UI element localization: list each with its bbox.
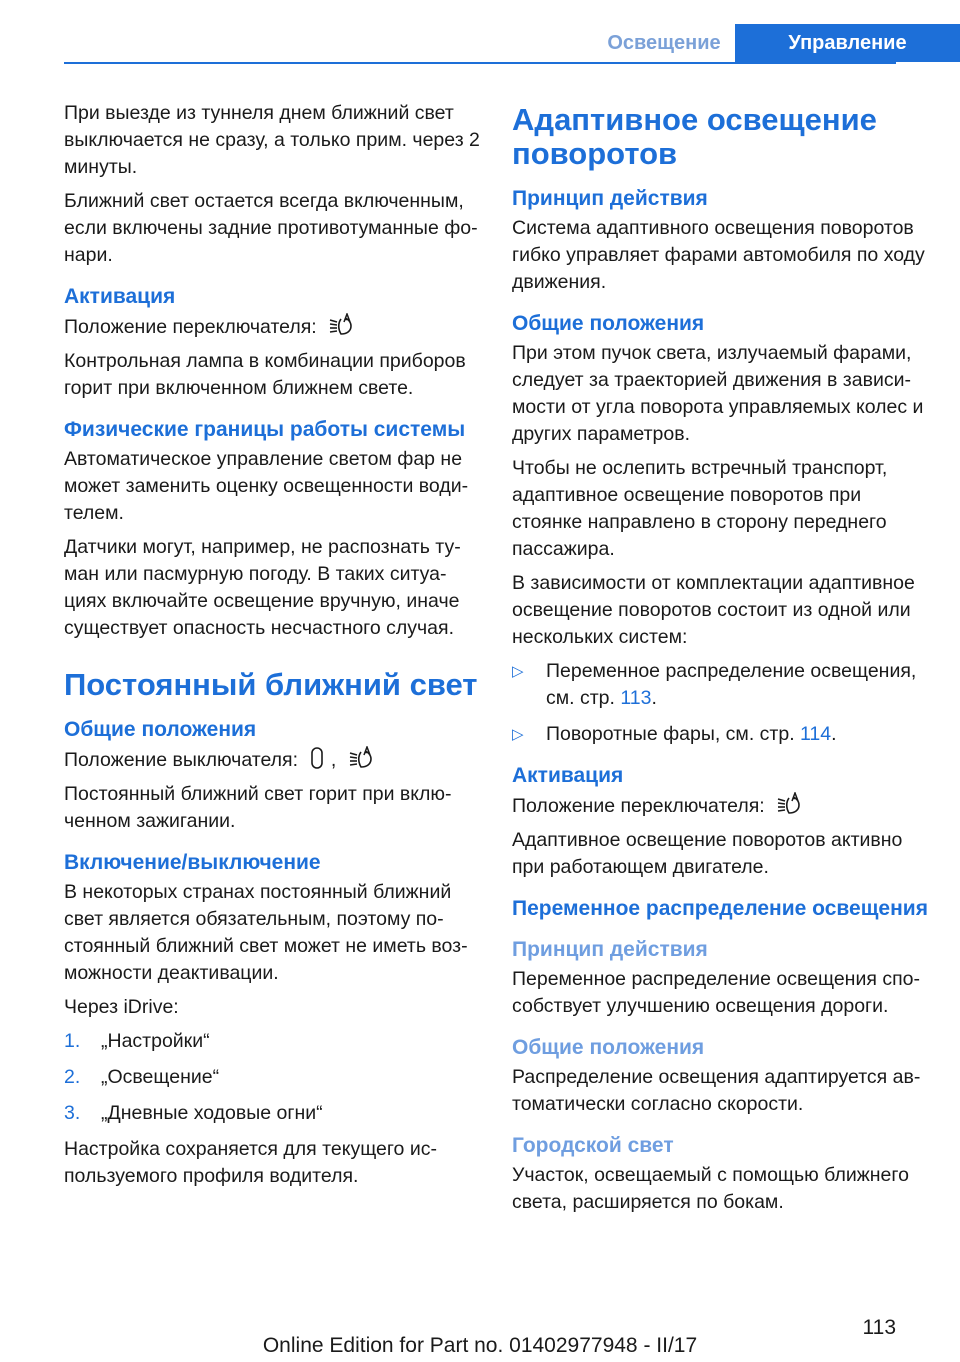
list-item — [512, 721, 932, 748]
bullet-end: . — [831, 723, 837, 745]
paragraph: В зависимости от комплектации адаптивное освещение поворотов состоит из одной или нескольких систем: — [512, 572, 915, 648]
step-number: 3. — [64, 1102, 81, 1124]
list-item — [64, 1028, 484, 1055]
switch-position-label: Положение переключателя: — [64, 316, 317, 338]
chapter-heading-constant-low-beam: Постоянный ближний свет — [64, 667, 478, 702]
tab-chapter[interactable]: Управление — [735, 24, 960, 62]
section-heading-limits: Физические границы работы системы — [64, 418, 466, 441]
paragraph: Распределение освещения адаптируется ав‐томатически согласно скорости. — [512, 1066, 921, 1115]
paragraph: Через iDrive: — [64, 996, 179, 1018]
list-item — [64, 1064, 484, 1091]
off-position-icon — [309, 746, 325, 770]
right-column — [512, 100, 932, 1223]
paragraph: Переменное распределение освещения спо‐собствует улучшению освещения дороги. — [512, 968, 920, 1017]
paragraph: Ближний свет остается всегда включенным, если включены задние противотуманные фо‐нари. — [64, 190, 478, 266]
section-heading-principle: Принцип действия — [512, 187, 708, 210]
section-heading-on-off: Включение/выключение — [64, 851, 321, 874]
section-heading-activation: Активация — [64, 285, 176, 308]
paragraph: При этом пучок света, излучаемый фарами, следует за траекторией движения в зависи‐мости от угла поворота управляемых колес и других параметров. — [512, 342, 924, 445]
paragraph: Система адаптивного освещения поворотов гибко управляет фарами автомобиля по ходу движения. — [512, 217, 925, 293]
bullet-end: . — [651, 687, 657, 709]
comma-separator: , — [330, 749, 337, 771]
paragraph: Контрольная лампа в комбинации приборов горит при включенном ближнем свете. — [64, 350, 466, 399]
step-number: 2. — [64, 1066, 81, 1088]
header-divider — [64, 62, 896, 64]
list-item — [64, 1100, 484, 1127]
left-column — [64, 100, 484, 1197]
triangle-bullet-icon: ▷ — [512, 726, 524, 743]
page-number: 113 — [862, 1316, 896, 1339]
section-heading-general: Общие положения — [64, 718, 257, 741]
step-text: „Дневные ходовые огни“ — [101, 1102, 323, 1124]
triangle-bullet-icon: ▷ — [512, 663, 524, 680]
subsection-heading-principle: Принцип действия — [512, 938, 708, 961]
paragraph: Участок, освещаемый с помощью ближнего света, расширяется по бокам. — [512, 1164, 909, 1213]
section-heading-activation: Активация — [512, 764, 624, 787]
paragraph: Адаптивное освещение поворотов активно при работающем двигателе. — [512, 829, 903, 878]
page-link[interactable]: 113 — [620, 687, 652, 709]
list-item — [512, 658, 932, 712]
switch-position-label: Положение выключателя: — [64, 749, 299, 771]
systems-list — [512, 658, 932, 748]
auto-headlight-icon — [328, 313, 354, 337]
switch-position-line — [64, 313, 484, 341]
paragraph: Чтобы не ослепить встречный транспорт, адаптивное освещение поворотов при стоянке направлено в сторону переднего пассажира. — [512, 457, 888, 560]
bullet-text: Поворотные фары, см. стр. — [546, 723, 795, 745]
idrive-steps-list — [64, 1028, 484, 1127]
step-text: „Настройки“ — [101, 1030, 210, 1052]
list-item-text — [546, 658, 932, 712]
subsection-heading-city-light: Городской свет — [512, 1134, 674, 1157]
section-heading-general: Общие положения — [512, 312, 705, 335]
edition-footer: Online Edition for Part no. 01402977948 - II/17 — [262, 1334, 698, 1357]
subsection-heading-general: Общие положения — [512, 1036, 705, 1059]
paragraph: Автоматическое управление светом фар не может заменить оценку освещенности води‐телем. — [64, 448, 469, 524]
auto-headlight-icon — [776, 792, 802, 816]
section-heading-variable-distribution: Переменное распределение освещения — [512, 897, 928, 920]
bullet-text: Переменное распределение освещения, см. стр. — [546, 660, 917, 709]
paragraph: Датчики могут, например, не распознать ту‐ман или пасмурную погоду. В таких ситуа‐циях включайте освещение вручную, иначе существует опасность несчастного случая. — [64, 536, 461, 639]
auto-headlight-icon — [348, 746, 374, 770]
list-item-text — [546, 721, 932, 748]
paragraph: В некоторых странах постоянный ближний свет является обязательным, поэтому по‐стоянный ближний свет может не иметь воз‐можности деактивации. — [64, 881, 468, 984]
switch-position-line — [64, 746, 484, 774]
paragraph: При выезде из туннеля днем ближний свет выключается не сразу, а только прим. через 2 минуты. — [64, 102, 480, 178]
header-tabs — [593, 24, 960, 62]
paragraph: Настройка сохраняется для текущего ис‐пользуемого профиля водителя. — [64, 1138, 437, 1187]
step-text: „Освещение“ — [101, 1066, 220, 1088]
step-number: 1. — [64, 1030, 81, 1052]
switch-position-line — [512, 792, 932, 820]
switch-position-label: Положение переключателя: — [512, 795, 765, 817]
chapter-heading-adaptive-lighting: Адаптивное освещение поворотов — [512, 102, 877, 171]
paragraph: Постоянный ближний свет горит при вклю‐ченном зажигании. — [64, 783, 452, 832]
page-link[interactable]: 114 — [800, 723, 832, 745]
tab-section[interactable]: Освещение — [593, 24, 735, 62]
